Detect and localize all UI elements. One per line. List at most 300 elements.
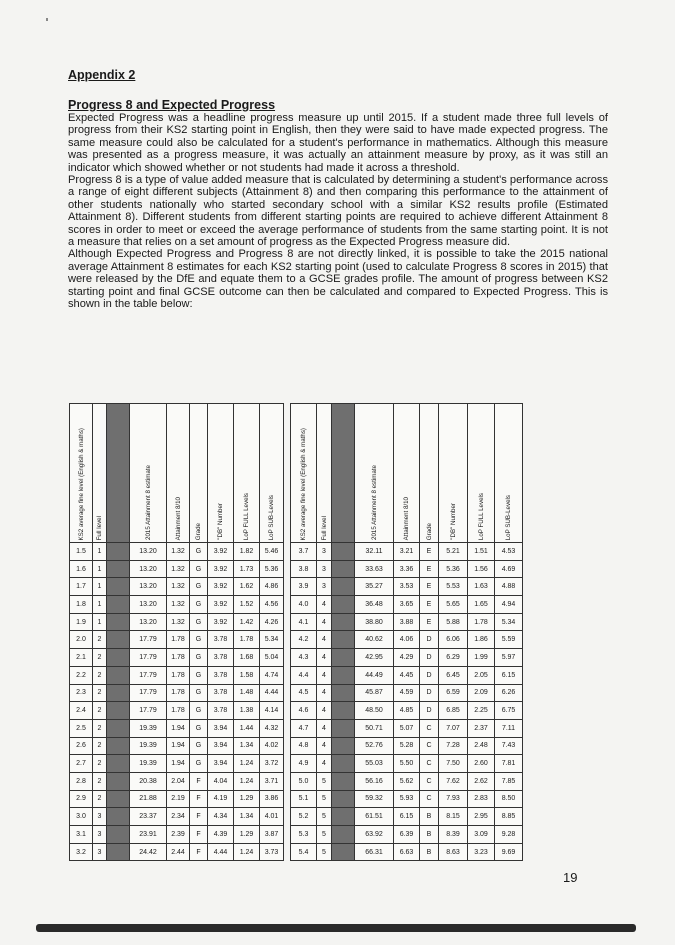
table-cell: 4.19 xyxy=(208,790,234,808)
shaded-cell xyxy=(332,808,355,826)
table-cell: 4.59 xyxy=(394,684,420,702)
table-cell: 3 xyxy=(317,543,332,561)
table-cell: 35.27 xyxy=(355,578,394,596)
column-header xyxy=(208,404,234,543)
table-cell: 1.9 xyxy=(70,613,93,631)
table-cell: 4.5 xyxy=(291,684,317,702)
table-cell: 1.24 xyxy=(234,755,260,773)
table-cell: 9.69 xyxy=(495,843,523,861)
table-cell: 5.07 xyxy=(394,719,420,737)
table-cell: 2.39 xyxy=(167,826,190,844)
column-header-label: LoP SUB-Levels xyxy=(505,494,512,540)
table-cell: 4.45 xyxy=(394,666,420,684)
table-cell: 3.0 xyxy=(70,808,93,826)
table-cell: 2.95 xyxy=(468,808,495,826)
table-cell: 5 xyxy=(317,772,332,790)
table-cell: F xyxy=(190,772,208,790)
table-cell: 5 xyxy=(317,808,332,826)
table-cell: 2.62 xyxy=(468,772,495,790)
table-cell: 1.58 xyxy=(234,666,260,684)
table-cell: 42.95 xyxy=(355,649,394,667)
table-cell: 4.94 xyxy=(495,596,523,614)
table-cell: 2.25 xyxy=(468,702,495,720)
table-cell: 1.68 xyxy=(234,649,260,667)
column-header xyxy=(167,404,190,543)
table-cell: 4.4 xyxy=(291,666,317,684)
table-cell: C xyxy=(420,772,439,790)
column-header xyxy=(234,404,260,543)
table-header-row xyxy=(291,404,523,543)
table-row xyxy=(291,790,523,808)
table-cell: 2.09 xyxy=(468,684,495,702)
table-cell: 3.72 xyxy=(260,755,284,773)
table-cell: 5.93 xyxy=(394,790,420,808)
table-row xyxy=(291,826,523,844)
table-row xyxy=(291,684,523,702)
table-cell: 3.78 xyxy=(208,702,234,720)
column-header xyxy=(394,404,420,543)
table-row xyxy=(291,578,523,596)
table-row xyxy=(291,666,523,684)
table-row xyxy=(70,843,284,861)
table-cell: 2 xyxy=(93,631,107,649)
scan-speck xyxy=(46,18,48,21)
table-cell: D xyxy=(420,666,439,684)
table-cell: 1 xyxy=(93,578,107,596)
table-cell: 1.8 xyxy=(70,596,93,614)
column-header xyxy=(130,404,167,543)
table-cell: 2.4 xyxy=(70,702,93,720)
table-cell: 1.78 xyxy=(167,666,190,684)
table-cell: 1.32 xyxy=(167,596,190,614)
table-cell: 1.78 xyxy=(468,613,495,631)
table-cell: 4.04 xyxy=(208,772,234,790)
shaded-cell xyxy=(107,826,130,844)
table-cell: 2.9 xyxy=(70,790,93,808)
table-cell: 2 xyxy=(93,719,107,737)
table-cell: 50.71 xyxy=(355,719,394,737)
table-cell: 3 xyxy=(93,826,107,844)
table-cell: 7.28 xyxy=(439,737,468,755)
table-cell: 4.8 xyxy=(291,737,317,755)
table-cell: 59.32 xyxy=(355,790,394,808)
table-cell: 1.38 xyxy=(234,702,260,720)
section-heading: Progress 8 and Expected Progress xyxy=(68,98,276,112)
table-cell: 5.59 xyxy=(495,631,523,649)
table-cell: 5.46 xyxy=(260,543,284,561)
table-cell: 3.92 xyxy=(208,578,234,596)
table-cell: 2 xyxy=(93,702,107,720)
table-cell: 3.92 xyxy=(208,613,234,631)
table-cell: E xyxy=(420,578,439,596)
table-cell: 61.51 xyxy=(355,808,394,826)
table-cell: D xyxy=(420,649,439,667)
table-cell: G xyxy=(190,649,208,667)
table-cell: 45.87 xyxy=(355,684,394,702)
table-cell: C xyxy=(420,755,439,773)
table-row xyxy=(70,596,284,614)
table-cell: 3.94 xyxy=(208,755,234,773)
shaded-cell xyxy=(107,755,130,773)
table-cell: 20.38 xyxy=(130,772,167,790)
shaded-cell xyxy=(332,649,355,667)
column-header-label: Full level xyxy=(320,515,328,540)
table-row xyxy=(291,843,523,861)
shaded-cell xyxy=(332,543,355,561)
table-cell: G xyxy=(190,596,208,614)
table-cell: 5.53 xyxy=(439,578,468,596)
table-cell: 66.31 xyxy=(355,843,394,861)
table-cell: 3.87 xyxy=(260,826,284,844)
shaded-cell xyxy=(107,808,130,826)
column-header xyxy=(495,404,523,543)
table-cell: 4 xyxy=(317,596,332,614)
table-cell: 1.52 xyxy=(234,596,260,614)
column-header-label: LoP FULL Levels xyxy=(243,492,250,540)
table-cell: G xyxy=(190,543,208,561)
table-cell: 2.60 xyxy=(468,755,495,773)
table-cell: 33.63 xyxy=(355,560,394,578)
table-cell: 1.78 xyxy=(167,702,190,720)
table-cell: B xyxy=(420,843,439,861)
shaded-cell xyxy=(107,613,130,631)
table-cell: 2.19 xyxy=(167,790,190,808)
table-cell: 7.50 xyxy=(439,755,468,773)
shaded-column-header xyxy=(332,404,355,543)
table-cell: 5.21 xyxy=(439,543,468,561)
column-header xyxy=(70,404,93,543)
table-cell: 4 xyxy=(317,719,332,737)
column-header-label: LoP SUB-Levels xyxy=(268,494,275,540)
table-cell: 1.86 xyxy=(468,631,495,649)
shaded-cell xyxy=(332,666,355,684)
table-cell: 1.82 xyxy=(234,543,260,561)
table-cell: 6.15 xyxy=(495,666,523,684)
table-cell: 1.99 xyxy=(468,649,495,667)
table-cell: 4.69 xyxy=(495,560,523,578)
appendix-heading: Appendix 2 xyxy=(68,68,136,82)
table-cell: 6.06 xyxy=(439,631,468,649)
table-cell: 4.86 xyxy=(260,578,284,596)
table-cell: 17.79 xyxy=(130,649,167,667)
body-text xyxy=(68,112,608,311)
table-cell: 6.15 xyxy=(394,808,420,826)
table-cell: 8.50 xyxy=(495,790,523,808)
table-cell: 1 xyxy=(93,613,107,631)
table-cell: 2 xyxy=(93,684,107,702)
column-header xyxy=(420,404,439,543)
table-cell: 23.37 xyxy=(130,808,167,826)
table-cell: E xyxy=(420,560,439,578)
table-cell: 4.53 xyxy=(495,543,523,561)
table-cell: E xyxy=(420,596,439,614)
table-cell: 4.6 xyxy=(291,702,317,720)
table-cell: 1.24 xyxy=(234,843,260,861)
shaded-cell xyxy=(332,702,355,720)
table-row xyxy=(70,543,284,561)
table-cell: 3 xyxy=(317,578,332,596)
table-cell: 5.34 xyxy=(260,631,284,649)
shaded-cell xyxy=(332,737,355,755)
column-header xyxy=(439,404,468,543)
table-cell: 1.42 xyxy=(234,613,260,631)
table-cell: 3.8 xyxy=(291,560,317,578)
table-cell: C xyxy=(420,719,439,737)
table-cell: F xyxy=(190,808,208,826)
table-cell: 5.36 xyxy=(260,560,284,578)
table-cell: 1.34 xyxy=(234,808,260,826)
table-cell: 7.11 xyxy=(495,719,523,737)
attainment-table-right xyxy=(290,403,523,861)
table-cell: 4.2 xyxy=(291,631,317,649)
table-cell: 13.20 xyxy=(130,578,167,596)
table-cell: 44.49 xyxy=(355,666,394,684)
page-number: 19 xyxy=(563,870,578,885)
table-cell: G xyxy=(190,737,208,755)
table-cell: 3.86 xyxy=(260,790,284,808)
table-cell: 1.73 xyxy=(234,560,260,578)
table-cell: 1.32 xyxy=(167,578,190,596)
table-cell: 2.04 xyxy=(167,772,190,790)
table-cell: C xyxy=(420,790,439,808)
table-cell: 6.75 xyxy=(495,702,523,720)
table-cell: G xyxy=(190,613,208,631)
table-cell: 1.32 xyxy=(167,560,190,578)
table-cell: 6.29 xyxy=(439,649,468,667)
shaded-cell xyxy=(332,631,355,649)
attainment-table-left xyxy=(69,403,284,861)
table-cell: B xyxy=(420,826,439,844)
table-cell: 5.36 xyxy=(439,560,468,578)
table-cell: 2.2 xyxy=(70,666,93,684)
table-cell: 4.0 xyxy=(291,596,317,614)
column-header-label: KS2 average fine level (English & maths) xyxy=(77,427,85,540)
table-cell: 1.78 xyxy=(167,684,190,702)
table-cell: 1.29 xyxy=(234,790,260,808)
table-cell: 1.56 xyxy=(468,560,495,578)
table-cell: 1.48 xyxy=(234,684,260,702)
column-header-label: Attainment 8/10 xyxy=(403,496,410,540)
column-header-label: Full level xyxy=(96,515,103,540)
table-row xyxy=(70,631,284,649)
table-cell: 5 xyxy=(317,790,332,808)
column-header xyxy=(355,404,394,543)
table-cell: 7.85 xyxy=(495,772,523,790)
table-cell: 21.88 xyxy=(130,790,167,808)
table-cell: 4.85 xyxy=(394,702,420,720)
table-cell: 17.79 xyxy=(130,631,167,649)
table-cell: G xyxy=(190,578,208,596)
table-cell: F xyxy=(190,826,208,844)
table-cell: 3.7 xyxy=(291,543,317,561)
table-cell: 1.78 xyxy=(234,631,260,649)
column-header-label: Grade xyxy=(195,522,202,540)
table-cell: 17.79 xyxy=(130,702,167,720)
column-header xyxy=(93,404,107,543)
table-row xyxy=(70,719,284,737)
table-cell: E xyxy=(420,613,439,631)
column-header-label: KS2 average fine level (English & maths) xyxy=(300,427,307,540)
table-row xyxy=(70,560,284,578)
table-cell: 5.50 xyxy=(394,755,420,773)
shaded-cell xyxy=(107,631,130,649)
table-cell: 3.73 xyxy=(260,843,284,861)
table-cell: 4.56 xyxy=(260,596,284,614)
table-cell: 4.44 xyxy=(260,684,284,702)
column-header xyxy=(291,404,317,543)
table-cell: E xyxy=(420,543,439,561)
table-cell: 19.39 xyxy=(130,755,167,773)
table-cell: 1.5 xyxy=(70,543,93,561)
table-row xyxy=(70,666,284,684)
table-row xyxy=(70,702,284,720)
table-cell: 1.29 xyxy=(234,826,260,844)
table-cell: 2 xyxy=(93,649,107,667)
table-cell: 19.39 xyxy=(130,719,167,737)
table-cell: 1 xyxy=(93,543,107,561)
table-cell: 4.06 xyxy=(394,631,420,649)
table-row xyxy=(70,808,284,826)
paragraph-expected-progress: Expected Progress was a headline progress measure up until 2015. If a student made three full levels of progress from their KS2 starting point in English, then they were said to have made expected progress. The same measure could also be calculated for a student's performance in mathematics. Although this measure was presented as a progress measure, it was actually an attainment measure by proxy, as it was still an indicator which showed whether or not students had made it across a threshold. xyxy=(68,112,608,174)
table-cell: 3.53 xyxy=(394,578,420,596)
shaded-cell xyxy=(332,719,355,737)
shaded-cell xyxy=(332,578,355,596)
table-row xyxy=(70,790,284,808)
table-cell: 6.39 xyxy=(394,826,420,844)
shaded-cell xyxy=(107,684,130,702)
table-cell: 3 xyxy=(317,560,332,578)
table-cell: 1.51 xyxy=(468,543,495,561)
table-cell: D xyxy=(420,631,439,649)
table-cell: 17.79 xyxy=(130,684,167,702)
table-cell: 8.39 xyxy=(439,826,468,844)
table-cell: 2.34 xyxy=(167,808,190,826)
table-cell: 1.94 xyxy=(167,737,190,755)
table-cell: 7.81 xyxy=(495,755,523,773)
table-cell: 48.50 xyxy=(355,702,394,720)
table-cell: 2 xyxy=(93,755,107,773)
table-cell: B xyxy=(420,808,439,826)
table-cell: 2.7 xyxy=(70,755,93,773)
table-cell: 1.6 xyxy=(70,560,93,578)
table-cell: 4 xyxy=(317,649,332,667)
table-cell: 4 xyxy=(317,631,332,649)
table-cell: 63.92 xyxy=(355,826,394,844)
table-cell: 4.39 xyxy=(208,826,234,844)
column-header xyxy=(468,404,495,543)
table-cell: 6.26 xyxy=(495,684,523,702)
table-cell: 1.94 xyxy=(167,755,190,773)
table-cell: 1.7 xyxy=(70,578,93,596)
table-row xyxy=(70,755,284,773)
table-cell: 4 xyxy=(317,755,332,773)
shaded-cell xyxy=(107,560,130,578)
table-cell: 1.78 xyxy=(167,649,190,667)
table-cell: 3.23 xyxy=(468,843,495,861)
column-header xyxy=(317,404,332,543)
table-cell: 3.78 xyxy=(208,684,234,702)
shaded-cell xyxy=(107,666,130,684)
table-cell: 2.1 xyxy=(70,649,93,667)
table-cell: 7.93 xyxy=(439,790,468,808)
table-cell: 6.59 xyxy=(439,684,468,702)
shaded-cell xyxy=(107,843,130,861)
table-cell: 5.28 xyxy=(394,737,420,755)
table-row xyxy=(291,755,523,773)
table-cell: G xyxy=(190,666,208,684)
table-cell: 4.44 xyxy=(208,843,234,861)
column-header-label: Grade xyxy=(425,522,433,540)
shaded-cell xyxy=(332,684,355,702)
table-cell: 2.37 xyxy=(468,719,495,737)
shaded-cell xyxy=(332,755,355,773)
column-header-label: "DB" Number xyxy=(217,503,224,540)
table-cell: 5.4 xyxy=(291,843,317,861)
table-cell: 24.42 xyxy=(130,843,167,861)
shaded-cell xyxy=(107,702,130,720)
table-cell: 2.6 xyxy=(70,737,93,755)
column-header xyxy=(260,404,284,543)
table-cell: 1 xyxy=(93,560,107,578)
table-row xyxy=(291,719,523,737)
table-cell: 3.88 xyxy=(394,613,420,631)
table-cell: 5.88 xyxy=(439,613,468,631)
table-cell: 3.2 xyxy=(70,843,93,861)
table-cell: 4.02 xyxy=(260,737,284,755)
column-header-label: Attainment 8/10 xyxy=(174,496,182,540)
table-cell: 5 xyxy=(317,843,332,861)
table-row xyxy=(291,543,523,561)
table-cell: 4.88 xyxy=(495,578,523,596)
table-cell: G xyxy=(190,631,208,649)
table-cell: D xyxy=(420,684,439,702)
table-row xyxy=(70,737,284,755)
table-cell: 3.9 xyxy=(291,578,317,596)
table-cell: 2.48 xyxy=(468,737,495,755)
table-cell: 52.76 xyxy=(355,737,394,755)
table-cell: 3.94 xyxy=(208,719,234,737)
table-cell: F xyxy=(190,843,208,861)
table-cell: 3.65 xyxy=(394,596,420,614)
table-row xyxy=(70,826,284,844)
table-row xyxy=(291,613,523,631)
table-cell: 4.3 xyxy=(291,649,317,667)
table-cell: 2 xyxy=(93,737,107,755)
shaded-cell xyxy=(332,560,355,578)
footer-bar xyxy=(36,924,636,932)
table-cell: 55.03 xyxy=(355,755,394,773)
table-cell: 3.78 xyxy=(208,631,234,649)
table-cell: 3.78 xyxy=(208,649,234,667)
table-cell: 3.09 xyxy=(468,826,495,844)
table-cell: 2.8 xyxy=(70,772,93,790)
table-header-row xyxy=(70,404,284,543)
table-cell: 1.62 xyxy=(234,578,260,596)
table-cell: D xyxy=(420,702,439,720)
table-cell: 4.34 xyxy=(208,808,234,826)
table-cell: 5.65 xyxy=(439,596,468,614)
table-cell: 38.80 xyxy=(355,613,394,631)
table-row xyxy=(70,578,284,596)
table-cell: 1.78 xyxy=(167,631,190,649)
table-cell: 2.44 xyxy=(167,843,190,861)
table-cell: 3.21 xyxy=(394,543,420,561)
table-row xyxy=(291,649,523,667)
table-cell: 4 xyxy=(317,666,332,684)
table-cell: 3.94 xyxy=(208,737,234,755)
table-row xyxy=(70,772,284,790)
table-cell: F xyxy=(190,790,208,808)
